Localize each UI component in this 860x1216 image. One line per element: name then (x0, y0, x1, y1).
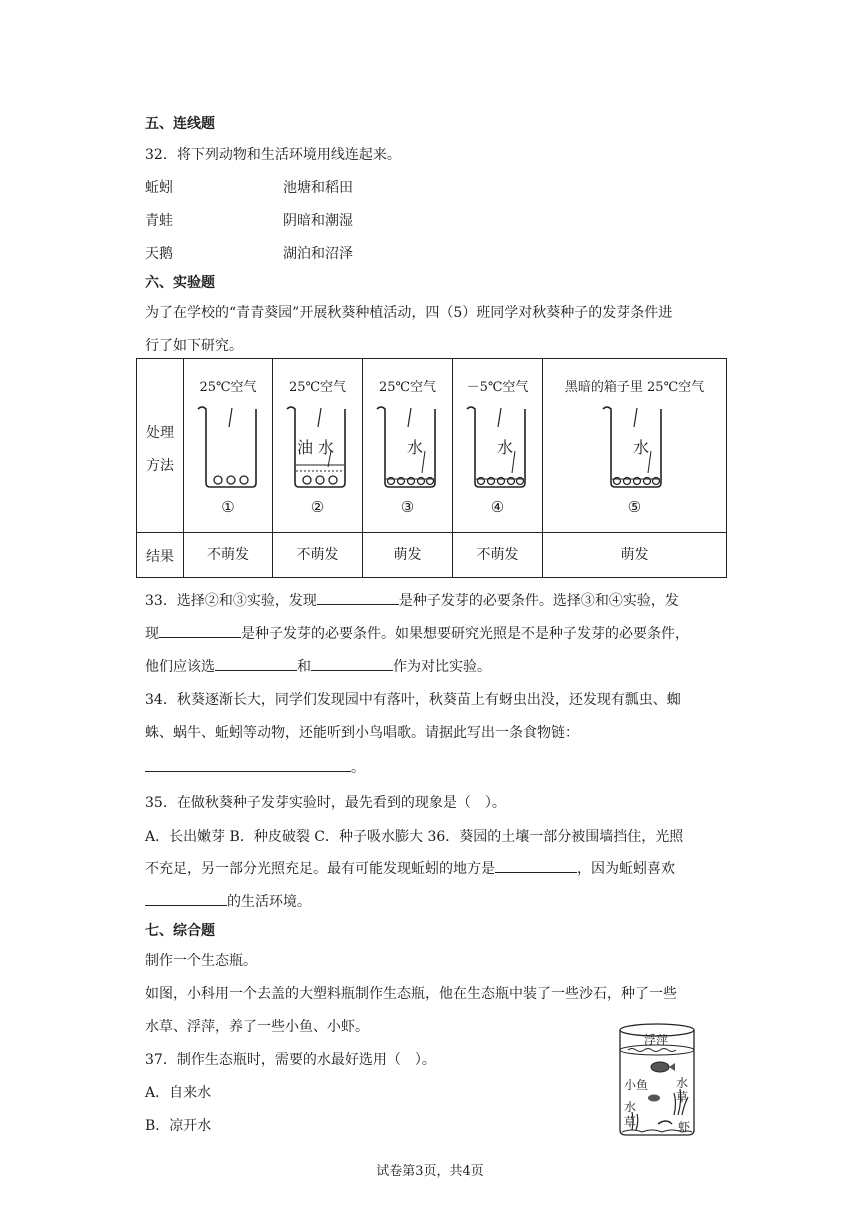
q33-part-f: 和 (297, 659, 311, 675)
habitat-3: 湖泊和沼泽 (283, 246, 353, 262)
question-33-line-1 (145, 590, 679, 610)
beaker-2-oil-label: 油 (297, 438, 314, 457)
answer-blank-36-1[interactable] (495, 858, 577, 873)
section-5-title: 五、连线题 (145, 116, 215, 132)
number-1: ① (221, 498, 235, 516)
q33-part-d: 是种子发芽的必要条件。如果想要研究光照是不是种子发芽的必要条件， (241, 626, 689, 642)
setup-cell-2 (272, 358, 363, 533)
animal-3: 天鹅 (145, 246, 173, 262)
result-3: 萌发 (362, 532, 453, 578)
question-35: 35．在做秋葵种子发芽实验时，最先看到的现象是（ ）。 (145, 795, 506, 811)
beaker-1-icon (196, 403, 264, 493)
question-36-line-2 (145, 858, 675, 878)
label-weed-left-1: 水 (624, 1100, 637, 1114)
animal-2: 青蛙 (145, 213, 173, 229)
section-7-line-3: 水草、浮萍，养了一些小鱼、小虾。 (145, 1019, 369, 1035)
section-7-title: 七、综合题 (145, 923, 215, 939)
option-b[interactable]: B．凉开水 (145, 1118, 212, 1134)
setup-cell-1 (183, 358, 273, 533)
answer-blank-33-3[interactable] (215, 656, 297, 671)
beaker-4-water-label: 水 (497, 438, 514, 457)
answer-blank-36-2[interactable] (145, 891, 227, 906)
result-2: 不萌发 (272, 532, 363, 578)
result-label: 结果 (146, 549, 174, 565)
eco-bottle-illustration (614, 1020, 700, 1138)
question-34-line-2: 蛛、蜗牛、蚯蚓等动物，还能听到小鸟唱歌。请据此写出一条食物链： (145, 725, 579, 741)
question-33-line-3 (145, 656, 491, 676)
method-label-2: 方法 (146, 458, 174, 474)
label-fish: 小鱼 (624, 1078, 649, 1092)
setup-cell-5 (542, 358, 727, 533)
q36-part-a: 不充足，另一部分光照充足。最有可能发现蚯蚓的地方是 (145, 861, 495, 877)
label-duckweed: 浮萍 (644, 1033, 669, 1047)
number-3: ③ (400, 498, 415, 516)
setup-cell-3 (362, 358, 453, 533)
condition-2: 25℃空气 (288, 380, 347, 395)
number-2: ② (310, 498, 325, 516)
question-34-answer-line (145, 757, 365, 777)
result-label-cell (136, 532, 184, 578)
answer-blank-33-1[interactable] (317, 590, 399, 605)
question-32: 32．将下列动物和生活环境用线连起来。 (145, 147, 401, 163)
result-1: 不萌发 (183, 532, 273, 578)
q33-part-b: 是种子发芽的必要条件。选择③和④实验，发 (398, 593, 679, 609)
q36-part-c: 的生活环境。 (227, 894, 311, 910)
method-label-cell (136, 358, 184, 533)
beaker-2-water-label: 水 (318, 438, 335, 457)
question-36-line-3 (145, 891, 311, 911)
animal-1: 蚯蚓 (145, 180, 173, 196)
option-a[interactable]: A．自来水 (145, 1085, 212, 1101)
beaker-3-water-label: 水 (407, 438, 424, 457)
q36-part-b: ，因为蚯蚓喜欢 (577, 861, 675, 877)
q33-part-g: 作为对比实验。 (393, 659, 491, 675)
q33-part-a: 33．选择②和③实验，发现 (145, 593, 317, 609)
answer-blank-33-2[interactable] (159, 623, 241, 638)
result-5: 萌发 (542, 532, 727, 578)
label-weed-right-1: 水 (676, 1076, 689, 1090)
result-4: 不萌发 (452, 532, 543, 578)
answer-blank-34[interactable] (145, 757, 351, 772)
label-weed-left-2: 草 (624, 1115, 637, 1129)
beaker-5-water-label: 水 (633, 438, 650, 457)
experiment-table (136, 358, 727, 578)
habitat-1: 池塘和稻田 (283, 180, 353, 196)
section-7-line-1: 制作一个生态瓶。 (145, 953, 257, 969)
section-7-line-2: 如图，小科用一个去盖的大塑料瓶制作生态瓶，他在生态瓶中装了一些沙石，种了一些 (145, 986, 677, 1002)
section-6-title: 六、实验题 (145, 275, 215, 291)
method-label-1: 处理 (146, 425, 174, 441)
habitat-2: 阴暗和潮湿 (283, 213, 353, 229)
question-35-36-line: A．长出嫩芽 B．种皮破裂 C．种子吸水膨大 36．葵园的土壤一部分被围墙挡住，光照 (145, 829, 684, 845)
setup-cell-4 (452, 358, 543, 533)
q33-part-c: 现 (145, 626, 159, 642)
question-33-line-2 (145, 623, 689, 643)
question-34-line-1: 34．秋葵逐渐长大，同学们发现园中有落叶，秋葵苗上有蚜虫出没，还发现有瓢虫、蜘 (145, 692, 681, 708)
condition-3: 25℃空气 (378, 380, 437, 395)
intro-line-2: 行了如下研究。 (145, 338, 243, 354)
label-shrimp: 虾 (678, 1120, 691, 1134)
condition-5: 黑暗的箱子里 25℃空气 (564, 380, 705, 395)
condition-1: 25℃空气 (199, 380, 257, 395)
condition-4: －5℃空气 (466, 380, 529, 395)
label-weed-right-2: 草 (676, 1090, 689, 1104)
number-5: ⑤ (627, 498, 642, 516)
page-footer: 试卷第3页，共4页 (376, 1164, 484, 1179)
number-4: ④ (490, 498, 505, 516)
q33-part-e: 他们应该选 (145, 659, 215, 675)
answer-blank-33-4[interactable] (311, 656, 393, 671)
q34-end: 。 (351, 760, 365, 776)
intro-line-1: 为了在学校的“青青葵园”开展秋葵种植活动，四（5）班同学对秋葵种子的发芽条件进 (145, 305, 673, 321)
question-37: 37．制作生态瓶时，需要的水最好选用（ ）。 (145, 1052, 436, 1068)
